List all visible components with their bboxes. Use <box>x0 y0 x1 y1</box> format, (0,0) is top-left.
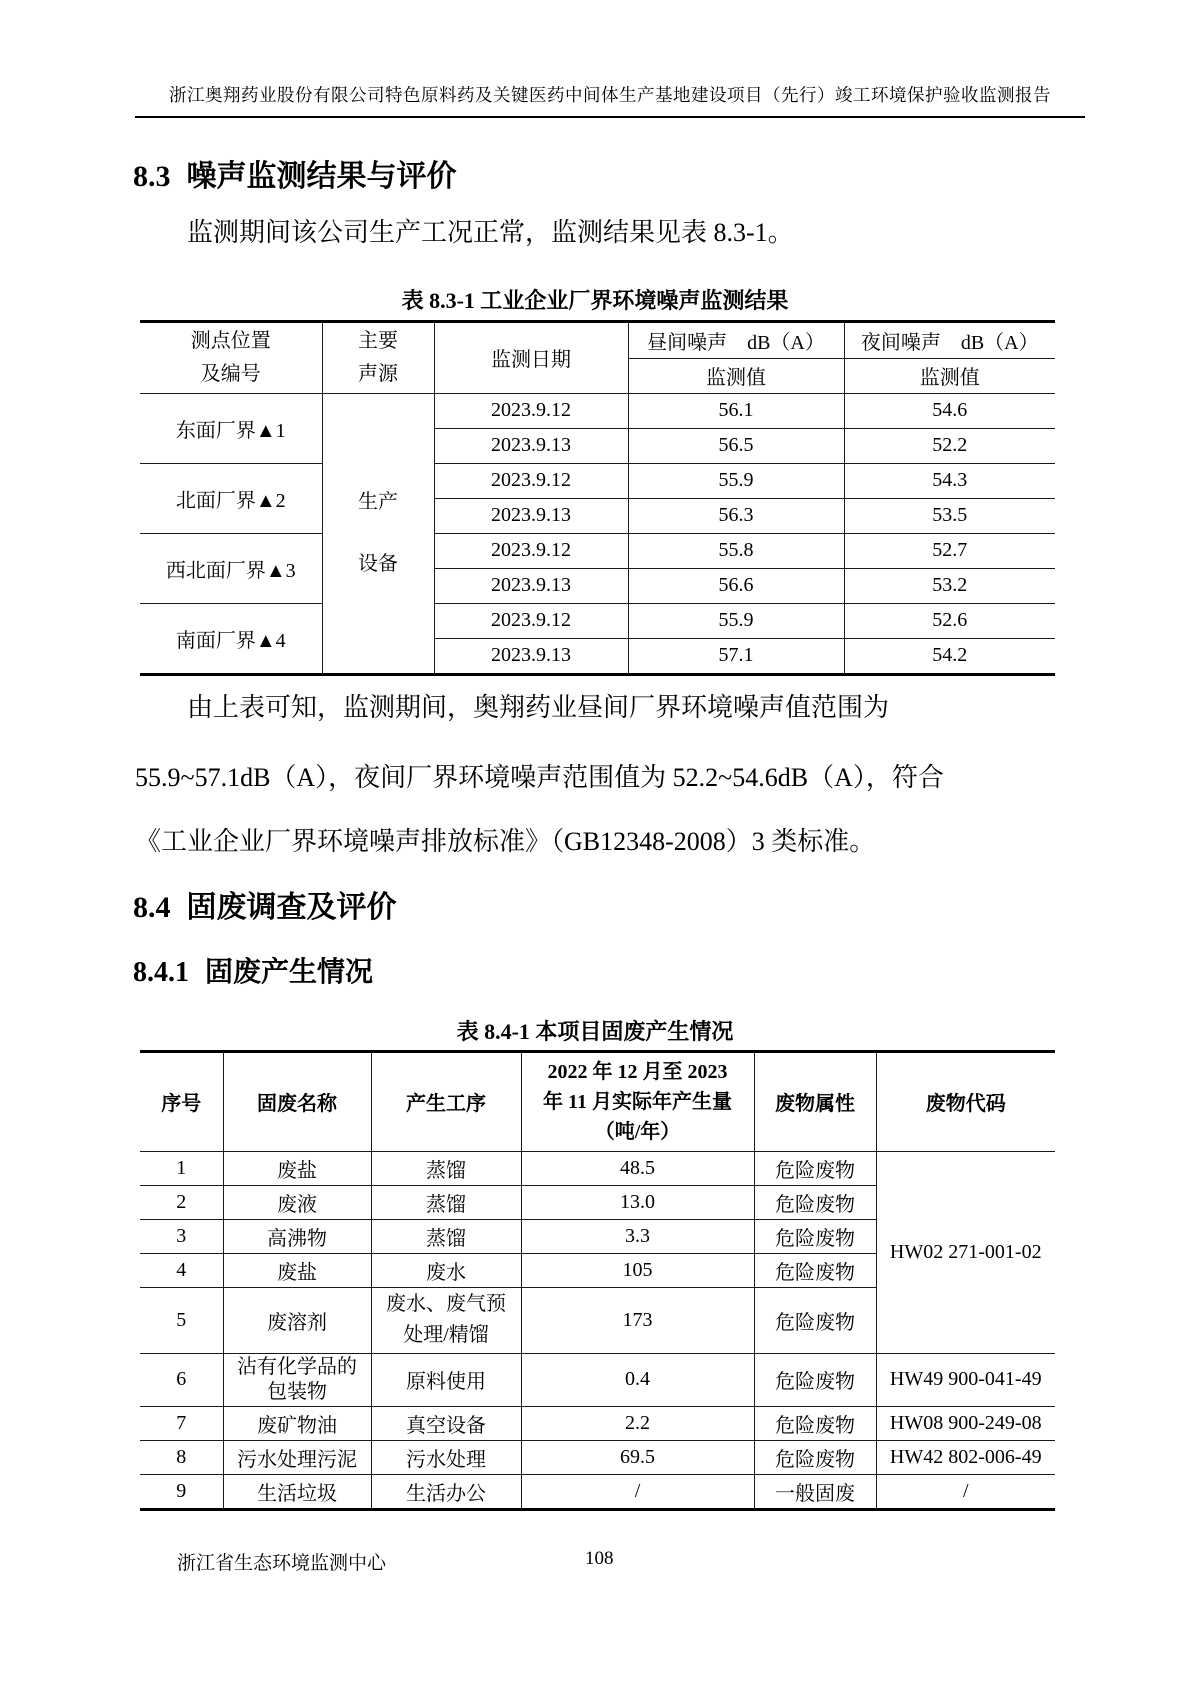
code-cell-merged: HW02 271-001-02 <box>876 1151 1055 1353</box>
name-cell: 废盐 <box>223 1151 371 1185</box>
noise-row <box>140 393 1055 428</box>
day-value-cell: 56.3 <box>628 498 844 533</box>
name-cell: 废盐 <box>223 1253 371 1287</box>
section-number: 8.4 <box>133 891 171 924</box>
code-cell: HW49 900-041-49 <box>876 1353 1055 1406</box>
date-cell: 2023.9.13 <box>434 638 628 673</box>
night-value-cell: 52.2 <box>844 428 1055 463</box>
no-cell: 4 <box>140 1253 223 1287</box>
running-header: 浙江奥翔药业股份有限公司特色原料药及关键医药中间体生产基地建设项目（先行）竣工环境保护验收监测报告 <box>135 82 1085 118</box>
summary-line-3: 《工业企业厂界环境噪声排放标准》（GB12348-2008）3 类标准。 <box>135 827 876 856</box>
no-cell: 2 <box>140 1185 223 1219</box>
name-cell: 废液 <box>223 1185 371 1219</box>
noise-row <box>140 603 1055 638</box>
date-cell: 2023.9.12 <box>434 463 628 498</box>
code-cell: / <box>876 1474 1055 1508</box>
process-cell: 生活办公 <box>371 1474 521 1508</box>
attribute-cell: 危险废物 <box>754 1406 876 1440</box>
section-title: 固废调查及评价 <box>186 891 397 924</box>
date-cell: 2023.9.12 <box>434 393 628 428</box>
date-cell: 2023.9.13 <box>434 428 628 463</box>
night-value-cell: 54.2 <box>844 638 1055 673</box>
amount-cell: 173 <box>521 1287 754 1353</box>
night-value-cell: 53.2 <box>844 568 1055 603</box>
waste-row <box>140 1474 1055 1508</box>
col-header-code: 废物代码 <box>876 1053 1055 1151</box>
location-cell: 东面厂界▲1 <box>140 393 322 463</box>
day-value-cell: 55.8 <box>628 533 844 568</box>
day-value-cell: 56.6 <box>628 568 844 603</box>
col-header-name: 固废名称 <box>223 1053 371 1151</box>
attribute-cell: 危险废物 <box>754 1353 876 1406</box>
col-header-night-noise: 夜间噪声 dB（A） <box>844 323 1055 358</box>
night-value-cell: 54.3 <box>844 463 1055 498</box>
attribute-cell: 危险废物 <box>754 1185 876 1219</box>
no-cell: 8 <box>140 1440 223 1474</box>
col-header-process: 产生工序 <box>371 1053 521 1151</box>
date-cell: 2023.9.12 <box>434 603 628 638</box>
day-value-cell: 56.5 <box>628 428 844 463</box>
section-title: 固废产生情况 <box>205 956 374 987</box>
day-value-cell: 57.1 <box>628 638 844 673</box>
section-title: 噪声监测结果与评价 <box>186 160 457 193</box>
code-cell: HW42 802-006-49 <box>876 1440 1055 1474</box>
location-cell: 北面厂界▲2 <box>140 463 322 533</box>
paragraph-intro: 监测期间该公司生产工况正常，监测结果见表 8.3-1。 <box>187 218 794 247</box>
summary-line-1: 由上表可知，监测期间，奥翔药业昼间厂界环境噪声值范围为 <box>187 693 890 722</box>
no-cell: 6 <box>140 1353 223 1406</box>
table1-title: 表 8.3-1 工业企业厂界环境噪声监测结果 <box>401 288 789 313</box>
col-header-day-noise: 昼间噪声 dB（A） <box>628 323 844 358</box>
table2-title: 表 8.4-1 本项目固废产生情况 <box>456 1019 734 1044</box>
day-value-cell: 55.9 <box>628 603 844 638</box>
attribute-cell: 危险废物 <box>754 1219 876 1253</box>
col-header-no: 序号 <box>140 1053 223 1151</box>
col-header-date: 监测日期 <box>434 323 628 393</box>
name-cell: 废溶剂 <box>223 1287 371 1353</box>
amount-cell: 0.4 <box>521 1353 754 1406</box>
waste-header-row <box>140 1053 1055 1151</box>
col-header-source: 主要 声源 <box>322 323 434 393</box>
process-cell: 原料使用 <box>371 1353 521 1406</box>
process-cell: 污水处理 <box>371 1440 521 1474</box>
night-value-cell: 54.6 <box>844 393 1055 428</box>
col-header-day-value: 监测值 <box>628 358 844 393</box>
process-cell: 真空设备 <box>371 1406 521 1440</box>
col-header-attribute: 废物属性 <box>754 1053 876 1151</box>
amount-cell: 3.3 <box>521 1219 754 1253</box>
summary-line-2: 55.9~57.1dB（A），夜间厂界环境噪声范围值为 52.2~54.6dB（A），符合 <box>135 763 944 792</box>
noise-row <box>140 463 1055 498</box>
no-cell: 7 <box>140 1406 223 1440</box>
amount-cell: 69.5 <box>521 1440 754 1474</box>
amount-cell: 105 <box>521 1253 754 1287</box>
amount-cell: 48.5 <box>521 1151 754 1185</box>
location-cell: 西北面厂界▲3 <box>140 533 322 603</box>
process-cell: 废水、废气预 处理/精馏 <box>371 1287 521 1353</box>
amount-cell: 13.0 <box>521 1185 754 1219</box>
process-cell: 蒸馏 <box>371 1219 521 1253</box>
location-cell: 南面厂界▲4 <box>140 603 322 673</box>
footer-page-number: 108 <box>585 1548 614 1569</box>
footer-organization: 浙江省生态环境监测中心 <box>177 1553 387 1574</box>
attribute-cell: 危险废物 <box>754 1440 876 1474</box>
solid-waste-table <box>140 1050 1055 1511</box>
section-heading-8-4-1 <box>133 950 373 990</box>
noise-row <box>140 533 1055 568</box>
amount-cell: / <box>521 1474 754 1508</box>
night-value-cell: 53.5 <box>844 498 1055 533</box>
night-value-cell: 52.7 <box>844 533 1055 568</box>
attribute-cell: 一般固废 <box>754 1474 876 1508</box>
waste-row <box>140 1440 1055 1474</box>
col-header-location: 测点位置 及编号 <box>140 323 322 393</box>
day-value-cell: 56.1 <box>628 393 844 428</box>
attribute-cell: 危险废物 <box>754 1151 876 1185</box>
process-cell: 蒸馏 <box>371 1151 521 1185</box>
waste-row <box>140 1353 1055 1406</box>
name-cell: 沾有化学品的 包装物 <box>223 1353 371 1406</box>
date-cell: 2023.9.13 <box>434 498 628 533</box>
col-header-amount: 2022 年 12 月至 2023 年 11 月实际年产生量 （吨/年） <box>521 1053 754 1151</box>
section-heading-8-3 <box>133 151 457 195</box>
source-cell: 生产 设备 <box>322 393 434 673</box>
noise-header-row-1 <box>140 323 1055 358</box>
section-number: 8.3 <box>133 160 171 193</box>
process-cell: 蒸馏 <box>371 1185 521 1219</box>
process-cell: 废水 <box>371 1253 521 1287</box>
no-cell: 9 <box>140 1474 223 1508</box>
waste-row <box>140 1406 1055 1440</box>
day-value-cell: 55.9 <box>628 463 844 498</box>
name-cell: 废矿物油 <box>223 1406 371 1440</box>
no-cell: 5 <box>140 1287 223 1353</box>
date-cell: 2023.9.12 <box>434 533 628 568</box>
waste-row <box>140 1151 1055 1185</box>
night-value-cell: 52.6 <box>844 603 1055 638</box>
no-cell: 1 <box>140 1151 223 1185</box>
date-cell: 2023.9.13 <box>434 568 628 603</box>
noise-table <box>140 320 1055 676</box>
no-cell: 3 <box>140 1219 223 1253</box>
name-cell: 生活垃圾 <box>223 1474 371 1508</box>
attribute-cell: 危险废物 <box>754 1287 876 1353</box>
name-cell: 污水处理污泥 <box>223 1440 371 1474</box>
col-header-night-value: 监测值 <box>844 358 1055 393</box>
code-cell: HW08 900-249-08 <box>876 1406 1055 1440</box>
section-heading-8-4 <box>133 882 397 926</box>
attribute-cell: 危险废物 <box>754 1253 876 1287</box>
section-number: 8.4.1 <box>133 957 189 988</box>
name-cell: 高沸物 <box>223 1219 371 1253</box>
amount-cell: 2.2 <box>521 1406 754 1440</box>
